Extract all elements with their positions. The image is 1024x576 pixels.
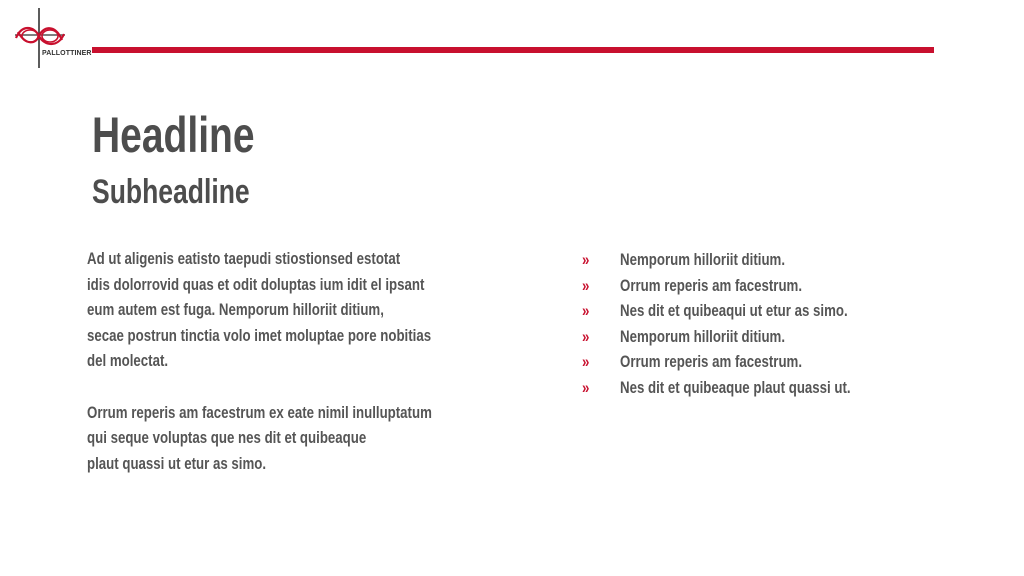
- bullet-text: Nemporum hilloriit ditium.: [620, 250, 786, 269]
- bullet-text: Nes dit et quibeaque plaut quassi ut.: [620, 377, 851, 397]
- body-text-column: [87, 246, 539, 476]
- double-chevron-icon: »: [582, 301, 590, 321]
- double-chevron-icon: »: [582, 352, 590, 372]
- paragraph-line: secae postrun tinctia volo imet moluptae pore nobitias: [87, 325, 432, 345]
- paragraph-line: eum autem est fuga. Nemporum hilloriit ditium,: [87, 300, 384, 320]
- body-paragraph: [87, 246, 539, 374]
- paragraph-line: qui seque voluptas que nes dit et quibeaque: [87, 428, 367, 448]
- paragraph-line: plaut quassi ut etur as simo.: [87, 453, 267, 473]
- pallottiner-logo: [10, 6, 90, 70]
- paragraph-line: Ad ut aligenis eatisto taepudi stiostionsed estotat: [87, 249, 401, 268]
- bullet-text: Nes dit et quibeaqui ut etur as simo.: [620, 301, 848, 321]
- body-paragraph: [87, 400, 539, 477]
- logo-wordmark: PALLOTTINER: [42, 50, 92, 57]
- paragraph-line: del molectat.: [87, 351, 169, 371]
- bullet-text: Orrum reperis am facestrum.: [620, 352, 803, 372]
- bullet-text: Nemporum hilloriit ditium.: [620, 326, 786, 346]
- double-chevron-icon: »: [582, 250, 590, 269]
- bullet-text: Orrum reperis am facestrum.: [620, 275, 803, 295]
- slide-headline: Headline: [92, 107, 255, 163]
- paragraph-line: Orrum reperis am facestrum ex eate nimil inulluptatum: [87, 402, 432, 422]
- pallottiner-cross-icon: [10, 6, 70, 70]
- double-chevron-icon: »: [582, 377, 590, 397]
- double-chevron-icon: »: [582, 275, 590, 295]
- header-divider: [92, 47, 934, 53]
- double-chevron-icon: »: [582, 326, 590, 346]
- paragraph-line: idis dolorrovid quas et odit doluptas ium idit el ipsant: [87, 274, 425, 294]
- slide-subheadline: Subheadline: [92, 173, 250, 211]
